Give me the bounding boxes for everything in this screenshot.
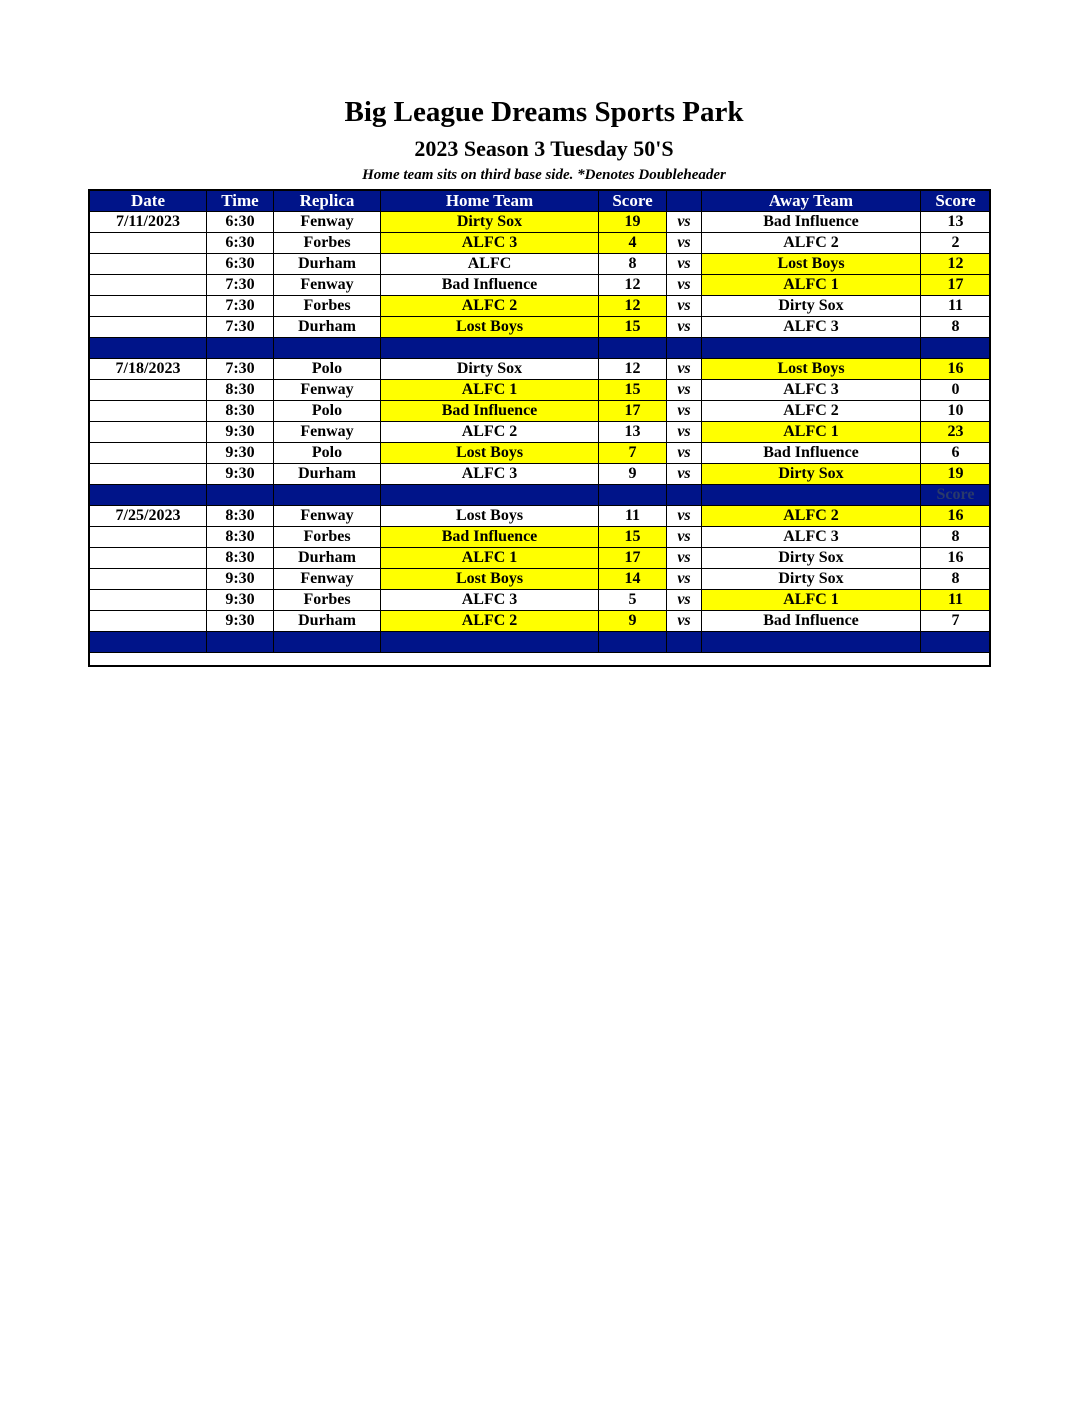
week-separator — [90, 338, 991, 359]
home-team: ALFC 1 — [381, 380, 599, 401]
away-score: 12 — [921, 254, 991, 275]
game-time: 8:30 — [207, 401, 274, 422]
game-field: Fenway — [274, 212, 381, 233]
game-row — [90, 506, 991, 527]
game-date — [90, 464, 207, 485]
home-team: ALFC 3 — [381, 464, 599, 485]
schedule-table — [89, 190, 991, 653]
game-date — [90, 296, 207, 317]
game-time: 9:30 — [207, 590, 274, 611]
col-replica: Replica — [274, 191, 381, 212]
away-score: 11 — [921, 590, 991, 611]
game-row — [90, 212, 991, 233]
game-date — [90, 527, 207, 548]
game-row — [90, 464, 991, 485]
game-date — [90, 443, 207, 464]
away-team: Bad Influence — [702, 212, 921, 233]
game-row — [90, 401, 991, 422]
away-score: 6 — [921, 443, 991, 464]
away-score: 8 — [921, 527, 991, 548]
schedule-body — [90, 212, 991, 653]
game-row — [90, 233, 991, 254]
away-score: 10 — [921, 401, 991, 422]
separator-cell — [702, 632, 921, 653]
vs-label: vs — [667, 422, 702, 443]
home-team: Lost Boys — [381, 506, 599, 527]
col-home-score: Score — [599, 191, 667, 212]
home-score: 8 — [599, 254, 667, 275]
away-team: Dirty Sox — [702, 464, 921, 485]
away-score: 16 — [921, 548, 991, 569]
game-field: Durham — [274, 464, 381, 485]
separator-cell — [90, 338, 207, 359]
away-team: Dirty Sox — [702, 569, 921, 590]
vs-label: vs — [667, 233, 702, 254]
col-date: Date — [90, 191, 207, 212]
game-field: Durham — [274, 254, 381, 275]
separator-cell — [381, 338, 599, 359]
away-team: ALFC 1 — [702, 422, 921, 443]
vs-label: vs — [667, 317, 702, 338]
separator-cell — [667, 485, 702, 506]
game-time: 7:30 — [207, 275, 274, 296]
away-score: 0 — [921, 380, 991, 401]
game-time: 9:30 — [207, 611, 274, 632]
home-score: 7 — [599, 443, 667, 464]
game-row — [90, 359, 991, 380]
separator-cell — [599, 632, 667, 653]
game-time: 8:30 — [207, 380, 274, 401]
away-team: ALFC 3 — [702, 380, 921, 401]
separator-cell — [921, 632, 991, 653]
away-team: Bad Influence — [702, 611, 921, 632]
home-team: Bad Influence — [381, 275, 599, 296]
game-time: 9:30 — [207, 569, 274, 590]
away-team: ALFC 2 — [702, 233, 921, 254]
separator-cell — [274, 485, 381, 506]
game-row — [90, 275, 991, 296]
home-score: 14 — [599, 569, 667, 590]
vs-label: vs — [667, 401, 702, 422]
game-field: Forbes — [274, 233, 381, 254]
game-field: Polo — [274, 359, 381, 380]
game-field: Fenway — [274, 506, 381, 527]
separator-cell — [90, 632, 207, 653]
separator-cell — [599, 338, 667, 359]
game-date — [90, 380, 207, 401]
vs-label: vs — [667, 569, 702, 590]
away-score: 17 — [921, 275, 991, 296]
away-score: 13 — [921, 212, 991, 233]
separator-cell — [90, 485, 207, 506]
game-date — [90, 611, 207, 632]
home-team: ALFC 1 — [381, 548, 599, 569]
game-row — [90, 443, 991, 464]
vs-label: vs — [667, 590, 702, 611]
separator-cell — [599, 485, 667, 506]
game-row — [90, 296, 991, 317]
game-date — [90, 233, 207, 254]
game-field: Durham — [274, 317, 381, 338]
vs-label: vs — [667, 296, 702, 317]
home-team: Lost Boys — [381, 443, 599, 464]
separator-cell — [667, 338, 702, 359]
game-row — [90, 317, 991, 338]
vs-label: vs — [667, 443, 702, 464]
vs-label: vs — [667, 275, 702, 296]
game-row — [90, 590, 991, 611]
game-field: Fenway — [274, 380, 381, 401]
game-field: Forbes — [274, 527, 381, 548]
game-time: 7:30 — [207, 359, 274, 380]
game-row — [90, 569, 991, 590]
game-row — [90, 380, 991, 401]
home-team: ALFC 2 — [381, 611, 599, 632]
separator-cell — [702, 485, 921, 506]
game-time: 6:30 — [207, 254, 274, 275]
separator-ghost-label: Score — [921, 485, 991, 506]
game-field: Durham — [274, 548, 381, 569]
col-home-team: Home Team — [381, 191, 599, 212]
col-away-score: Score — [921, 191, 991, 212]
col-time: Time — [207, 191, 274, 212]
game-date — [90, 590, 207, 611]
away-team: Lost Boys — [702, 254, 921, 275]
game-time: 9:30 — [207, 464, 274, 485]
away-score: 16 — [921, 506, 991, 527]
separator-cell — [207, 338, 274, 359]
game-field: Fenway — [274, 569, 381, 590]
home-team: ALFC 3 — [381, 590, 599, 611]
week-separator — [90, 485, 991, 506]
separator-cell — [381, 632, 599, 653]
away-score: 7 — [921, 611, 991, 632]
game-row — [90, 527, 991, 548]
game-date: 7/18/2023 — [90, 359, 207, 380]
home-score: 13 — [599, 422, 667, 443]
separator-cell — [921, 338, 991, 359]
game-date — [90, 548, 207, 569]
game-date — [90, 569, 207, 590]
away-team: Dirty Sox — [702, 548, 921, 569]
col-vs — [667, 191, 702, 212]
away-team: Lost Boys — [702, 359, 921, 380]
home-team: ALFC — [381, 254, 599, 275]
game-row — [90, 422, 991, 443]
separator-cell — [667, 632, 702, 653]
vs-label: vs — [667, 380, 702, 401]
game-date: 7/11/2023 — [90, 212, 207, 233]
home-score: 11 — [599, 506, 667, 527]
away-team: Bad Influence — [702, 443, 921, 464]
home-score: 15 — [599, 527, 667, 548]
away-team: Dirty Sox — [702, 296, 921, 317]
vs-label: vs — [667, 548, 702, 569]
separator-cell — [274, 338, 381, 359]
away-team: ALFC 3 — [702, 317, 921, 338]
game-date — [90, 254, 207, 275]
vs-label: vs — [667, 464, 702, 485]
page-title: Big League Dreams Sports Park — [344, 96, 744, 128]
home-score: 19 — [599, 212, 667, 233]
game-time: 7:30 — [207, 317, 274, 338]
game-time: 9:30 — [207, 443, 274, 464]
away-score: 23 — [921, 422, 991, 443]
home-team: Bad Influence — [381, 401, 599, 422]
home-score: 17 — [599, 548, 667, 569]
game-time: 6:30 — [207, 233, 274, 254]
home-score: 9 — [599, 464, 667, 485]
home-score: 9 — [599, 611, 667, 632]
home-score: 4 — [599, 233, 667, 254]
home-team: Lost Boys — [381, 569, 599, 590]
game-time: 8:30 — [207, 506, 274, 527]
away-score: 19 — [921, 464, 991, 485]
home-score: 12 — [599, 275, 667, 296]
game-date — [90, 317, 207, 338]
col-away-team: Away Team — [702, 191, 921, 212]
header-row — [90, 191, 991, 212]
away-score: 16 — [921, 359, 991, 380]
vs-label: vs — [667, 254, 702, 275]
game-time: 6:30 — [207, 212, 274, 233]
game-field: Fenway — [274, 275, 381, 296]
game-field: Polo — [274, 401, 381, 422]
page-subtitle: 2023 Season 3 Tuesday 50'S — [414, 136, 674, 161]
week-separator — [90, 632, 991, 653]
away-score: 8 — [921, 317, 991, 338]
away-team: ALFC 2 — [702, 401, 921, 422]
game-date — [90, 275, 207, 296]
away-team: ALFC 1 — [702, 590, 921, 611]
game-time: 8:30 — [207, 527, 274, 548]
home-score: 12 — [599, 296, 667, 317]
game-field: Polo — [274, 443, 381, 464]
home-team: ALFC 2 — [381, 422, 599, 443]
game-field: Forbes — [274, 590, 381, 611]
home-team: Dirty Sox — [381, 359, 599, 380]
home-team: ALFC 3 — [381, 233, 599, 254]
game-time: 8:30 — [207, 548, 274, 569]
home-score: 5 — [599, 590, 667, 611]
home-score: 15 — [599, 317, 667, 338]
separator-cell — [274, 632, 381, 653]
home-team: Lost Boys — [381, 317, 599, 338]
away-team: ALFC 3 — [702, 527, 921, 548]
away-team: ALFC 2 — [702, 506, 921, 527]
game-field: Fenway — [274, 422, 381, 443]
home-score: 17 — [599, 401, 667, 422]
home-team: Bad Influence — [381, 527, 599, 548]
game-time: 7:30 — [207, 296, 274, 317]
game-date: 7/25/2023 — [90, 506, 207, 527]
vs-label: vs — [667, 212, 702, 233]
game-field: Forbes — [274, 296, 381, 317]
home-score: 12 — [599, 359, 667, 380]
game-date — [90, 422, 207, 443]
vs-label: vs — [667, 506, 702, 527]
game-time: 9:30 — [207, 422, 274, 443]
vs-label: vs — [667, 527, 702, 548]
separator-cell — [207, 485, 274, 506]
game-row — [90, 254, 991, 275]
separator-cell — [381, 485, 599, 506]
home-team: ALFC 2 — [381, 296, 599, 317]
away-score: 11 — [921, 296, 991, 317]
game-row — [90, 611, 991, 632]
away-score: 2 — [921, 233, 991, 254]
game-date — [90, 401, 207, 422]
vs-label: vs — [667, 359, 702, 380]
game-row — [90, 548, 991, 569]
separator-cell — [207, 632, 274, 653]
schedule-note: Home team sits on third base side. *Denotes Doubleheader — [362, 167, 726, 183]
game-field: Durham — [274, 611, 381, 632]
vs-label: vs — [667, 611, 702, 632]
away-score: 8 — [921, 569, 991, 590]
away-team: ALFC 1 — [702, 275, 921, 296]
home-team: Dirty Sox — [381, 212, 599, 233]
home-score: 15 — [599, 380, 667, 401]
separator-cell — [702, 338, 921, 359]
